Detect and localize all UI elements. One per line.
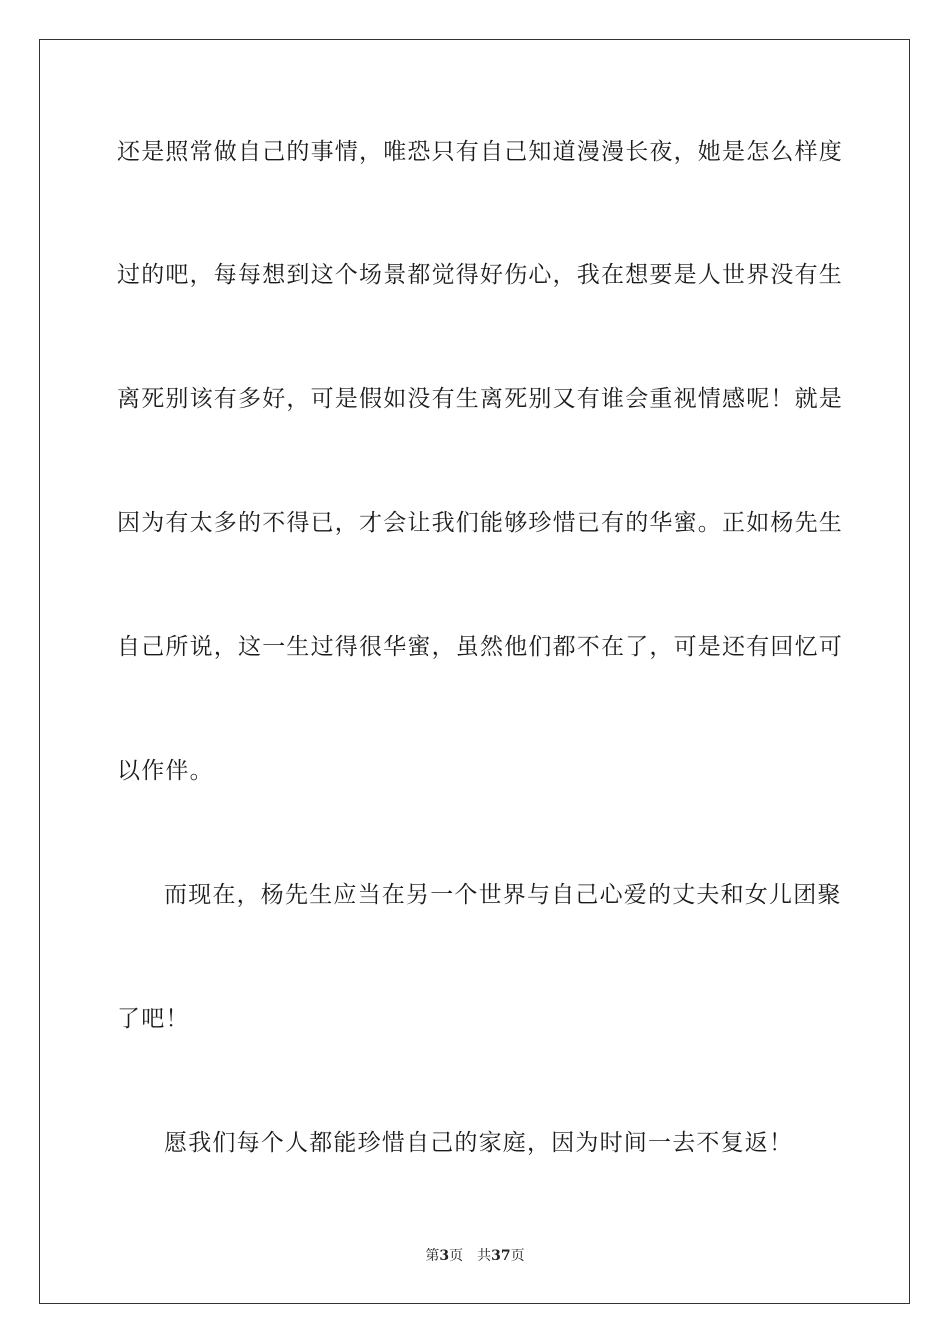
total-prefix: 共 [477, 1248, 492, 1264]
page-border [39, 39, 910, 1304]
paragraph-3-line-1: 愿我们每个人都能珍惜自己的家庭，因为时间一去不复返！ [164, 1130, 794, 1156]
total-suffix: 页 [510, 1248, 525, 1264]
page-footer [0, 1247, 950, 1265]
body-text-line-5: 自己所说，这一生过得很华蜜，虽然他们都不在了，可是还有回忆可 [117, 634, 843, 660]
paragraph-2-line-1: 而现在，杨先生应当在另一个世界与自己心爱的丈夫和女儿团聚 [164, 882, 842, 908]
page-suffix: 页 [449, 1248, 464, 1264]
body-text-line-6: 以作伴。 [117, 758, 214, 784]
page-number: 3 [439, 1248, 450, 1264]
page-prefix: 第 [425, 1248, 440, 1264]
body-text-line-1: 还是照常做自己的事情，唯恐只有自己知道漫漫长夜，她是怎么样度 [117, 139, 843, 165]
body-text-line-3: 离死别该有多好，可是假如没有生离死别又有谁会重视情感呢！就是 [117, 386, 843, 412]
total-pages: 37 [491, 1248, 511, 1264]
body-text-line-2: 过的吧，每每想到这个场景都觉得好伤心，我在想要是人世界没有生 [117, 262, 843, 288]
body-text-line-4: 因为有太多的不得已，才会让我们能够珍惜已有的华蜜。正如杨先生 [117, 510, 843, 536]
paragraph-2-line-2: 了吧！ [117, 1006, 190, 1032]
